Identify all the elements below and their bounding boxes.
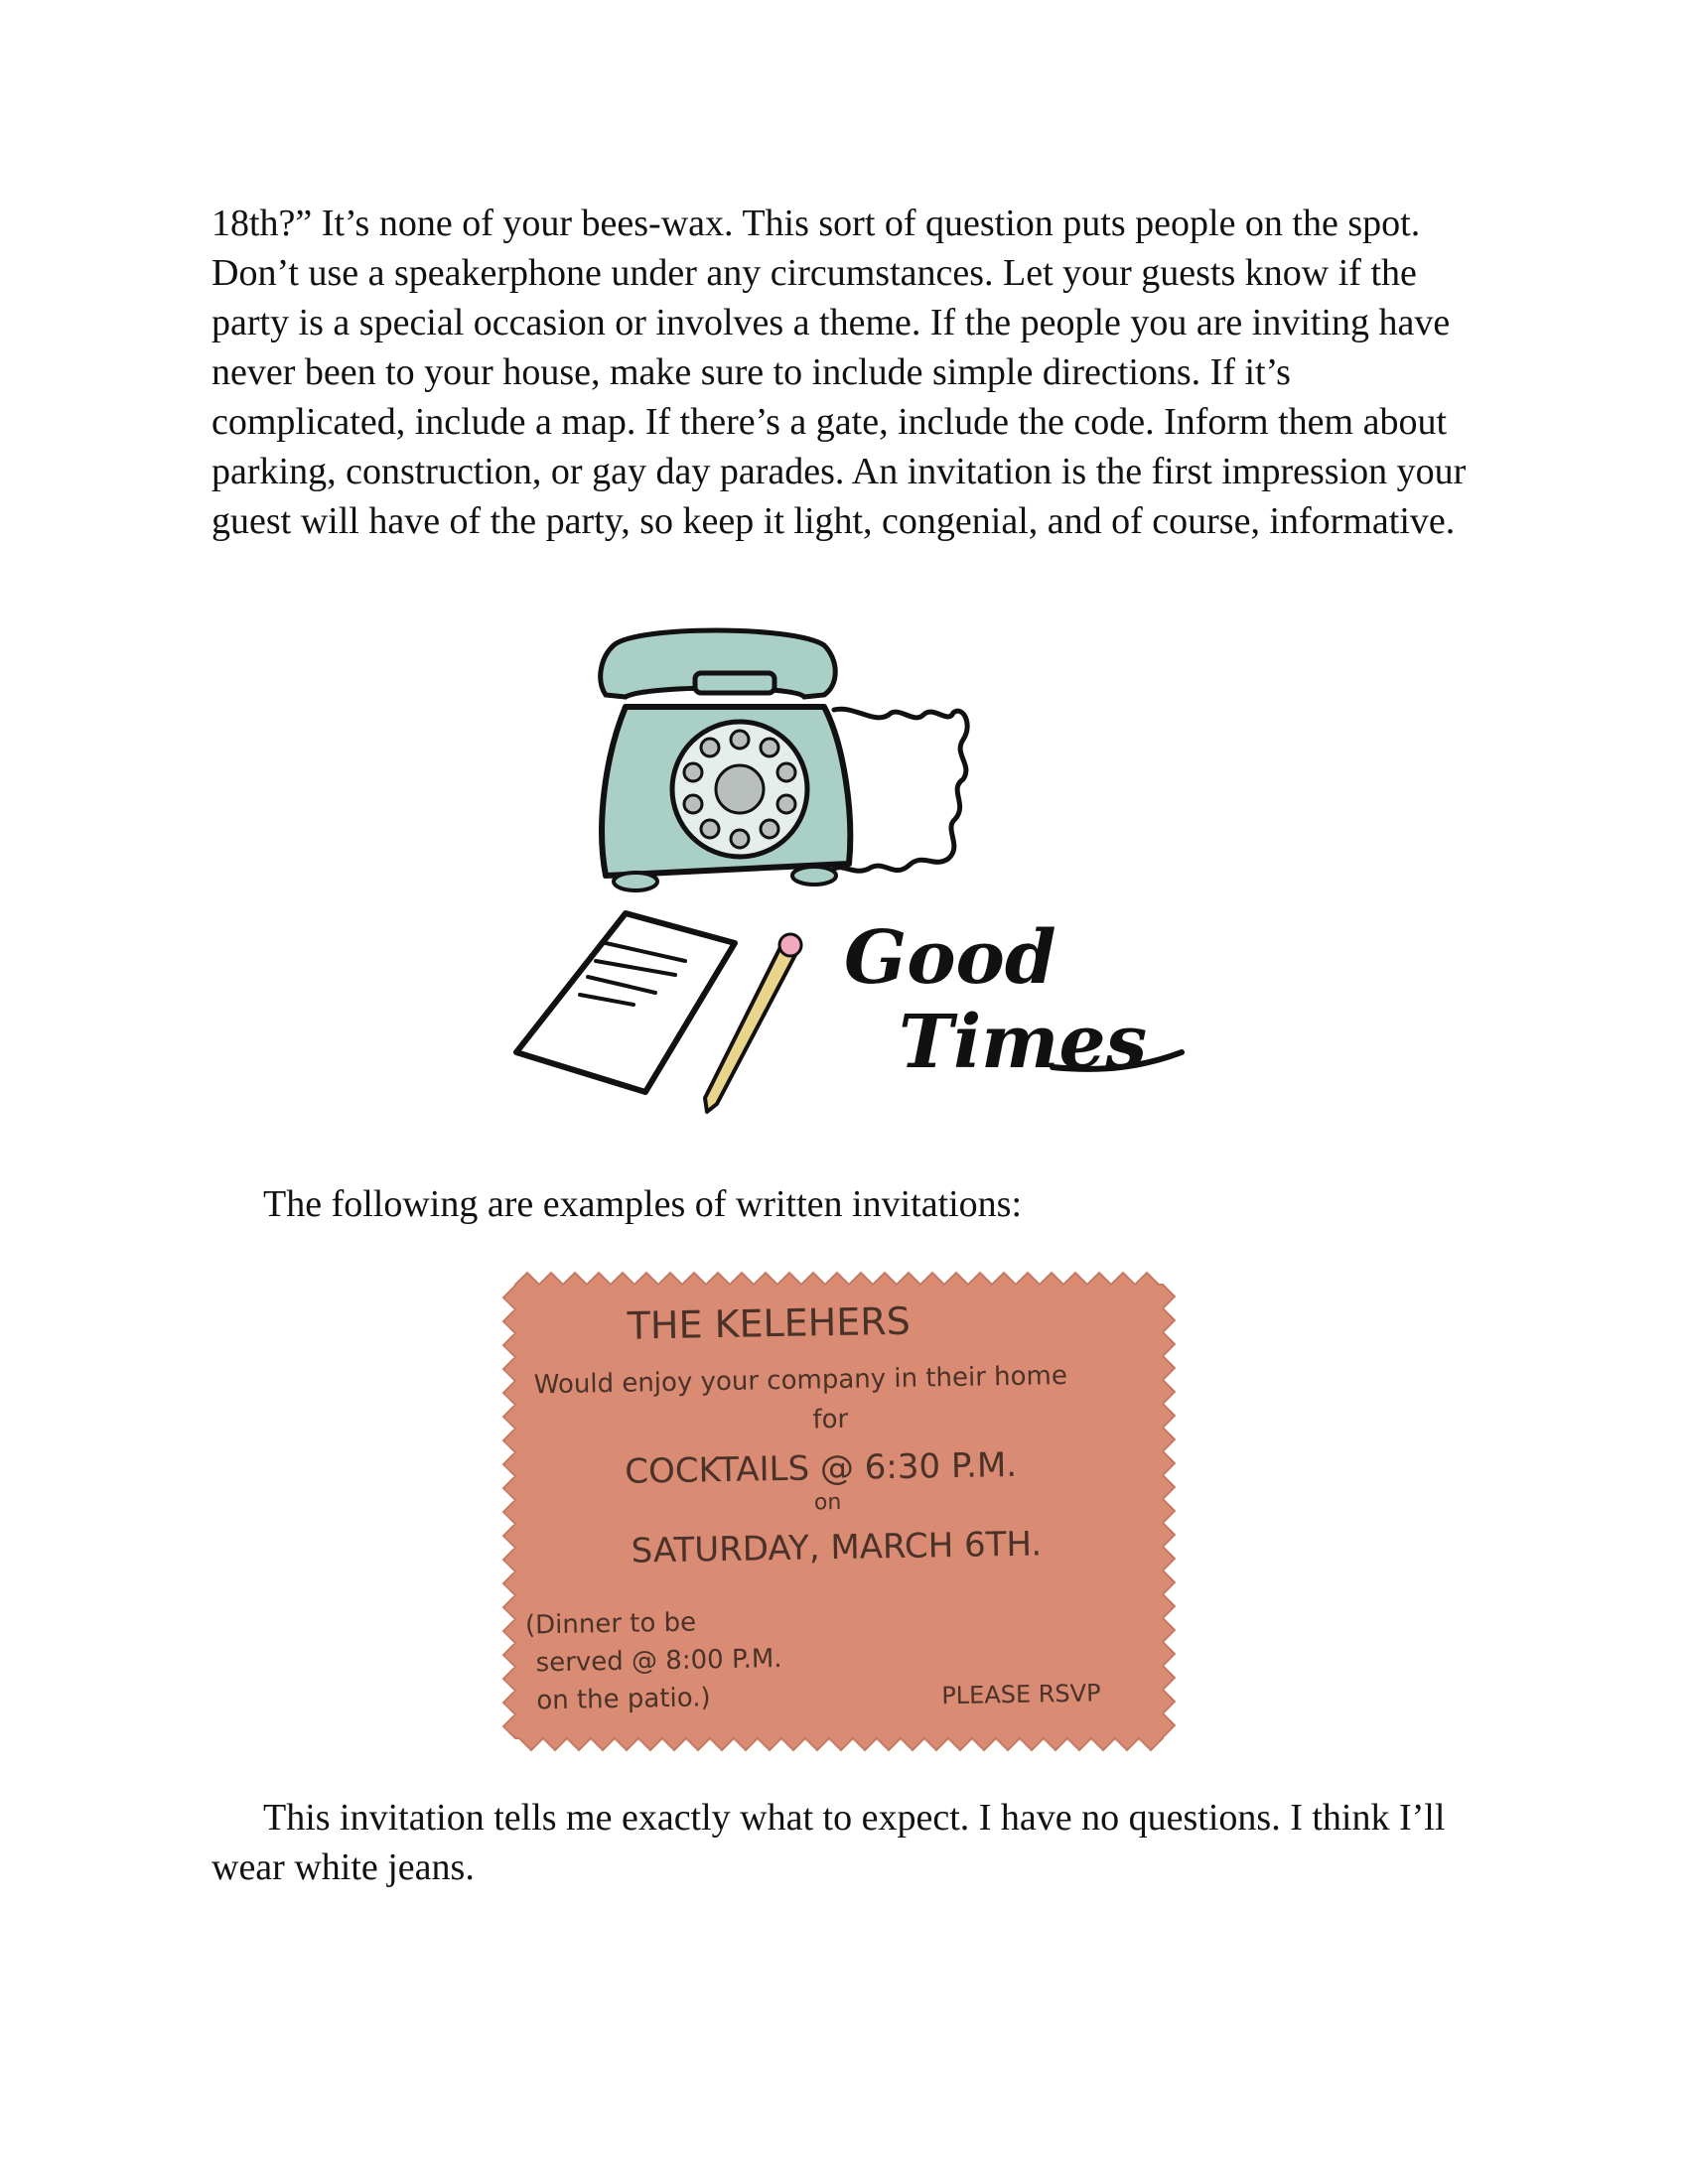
invitation-line-7: (Dinner to be	[524, 1607, 697, 1641]
invitation-line-3: for	[812, 1404, 849, 1435]
body-paragraph-1: 18th?” It’s none of your bees-wax. This sort of question puts people on the spot. Don’t use a speakerphone under any circumstances. Let your guests know if the party is a special occasion or involves a theme. If the people you are inviting have never been to your house, make sure to include simple directions. If it’s complicated, include a map. If there’s a gate, include the code. Inform them about parking, construction, or gay day parades. An invitation is the first impression your guest will have of the party, so keep it light, congenial, and of course, informative.	[211, 203, 1467, 542]
invitation-rsvp: PLEASE RSVP	[941, 1679, 1101, 1710]
caption-times: Times	[899, 1000, 1148, 1085]
invitation-card	[501, 1271, 1177, 1752]
notepad-icon	[516, 913, 735, 1092]
invitation-line-9: on the patio.)	[536, 1683, 711, 1716]
invitation-line-8: served @ 8:00 P.M.	[535, 1644, 782, 1679]
body-paragraph-3: This invitation tells me exactly what to expect. I have no questions. I think I’ll wear white jeans.	[211, 1797, 1446, 1888]
body-paragraph-2: The following are examples of written invitations:	[263, 1183, 1023, 1225]
invitation-line-2: Would enjoy your company in their home	[533, 1360, 1068, 1401]
invitation-line-6: SATURDAY, MARCH 6TH.	[631, 1524, 1043, 1571]
telephone-icon	[601, 630, 967, 890]
invitation-line-5: on	[813, 1489, 842, 1516]
telephone-illustration	[496, 615, 1211, 1132]
invitation-line-4: COCKTAILS @ 6:30 P.M.	[624, 1444, 1018, 1492]
invitation-line-1: THE KELEHERS	[627, 1298, 912, 1348]
caption-good: Good	[844, 915, 1056, 1001]
